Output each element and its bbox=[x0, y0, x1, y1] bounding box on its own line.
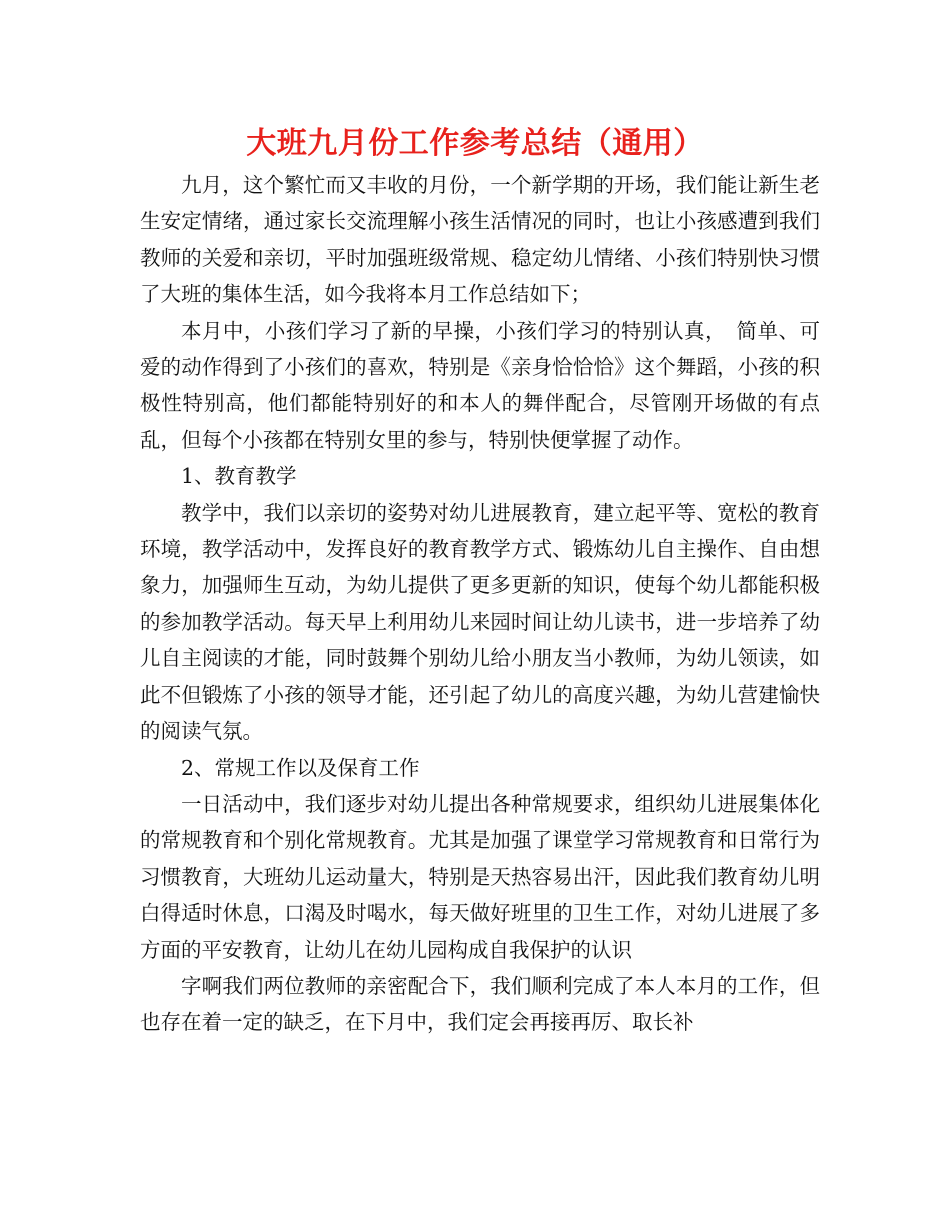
section-heading-teaching: 1、教育教学 bbox=[181, 464, 297, 489]
section-heading-routine: 2、常规工作以及保育工作 bbox=[181, 755, 420, 780]
paragraph-morning-exercise: 本月中，小孩们学习了新的早操，小孩们学习的特别认真， 简单、可爱的动作得到了小孩们的喜欢，特别是《亲身恰恰恰》这个舞蹈，小孩的积极性特别高，他们都能特别好的和本人的舞伴配合，尽管刚开场做的有点乱，但每个小孩都在特别女里的参与，特别快便掌握了动作。 bbox=[140, 318, 820, 452]
document-title: 大班九月份工作参考总结（通用） bbox=[246, 126, 704, 161]
document-body bbox=[140, 167, 820, 1041]
paragraph-intro: 九月，这个繁忙而又丰收的月份，一个新学期的开场，我们能让新生老生安定情绪，通过家长交流理解小孩生活情况的同时，也让小孩感遭到我们教师的关爱和亲切，平时加强班级常规、稳定幼儿情绪、小孩们特别快习惯了大班的集体生活，如今我将本月工作总结如下； bbox=[140, 173, 820, 307]
paragraph-conclusion: 字啊我们两位教师的亲密配合下，我们顺利完成了本人本月的工作，但也存在着一定的缺乏，在下月中，我们定会再接再厉、取长补 bbox=[140, 973, 820, 1035]
paragraph-teaching: 教学中，我们以亲切的姿势对幼儿进展教育，建立起平等、宽松的教育环境，教学活动中，发挥良好的教育教学方式、锻炼幼儿自主操作、自由想象力，加强师生互动，为幼儿提供了更多更新的知识，使每个幼儿都能积极的参加教学活动。每天早上利用幼儿来园时间让幼儿读书，进一步培养了幼儿自主阅读的才能，同时鼓舞个别幼儿给小朋友当小教师，为幼儿领读，如此不但锻炼了小孩的领导才能，还引起了幼儿的高度兴趣，为幼儿营建愉快的阅读气氛。 bbox=[140, 500, 820, 744]
paragraph-routine: 一日活动中，我们逐步对幼儿提出各种常规要求，组织幼儿进展集体化的常规教育和个别化常规教育。尤其是加强了课堂学习常规教育和日常行为习惯教育，大班幼儿运动量大，特别是天热容易出汗，因此我们教育幼儿明白得适时休息，口渴及时喝水，每天做好班里的卫生工作，对幼儿进展了多方面的平安教育，让幼儿在幼儿园构成自我保护的认识 bbox=[140, 791, 820, 962]
